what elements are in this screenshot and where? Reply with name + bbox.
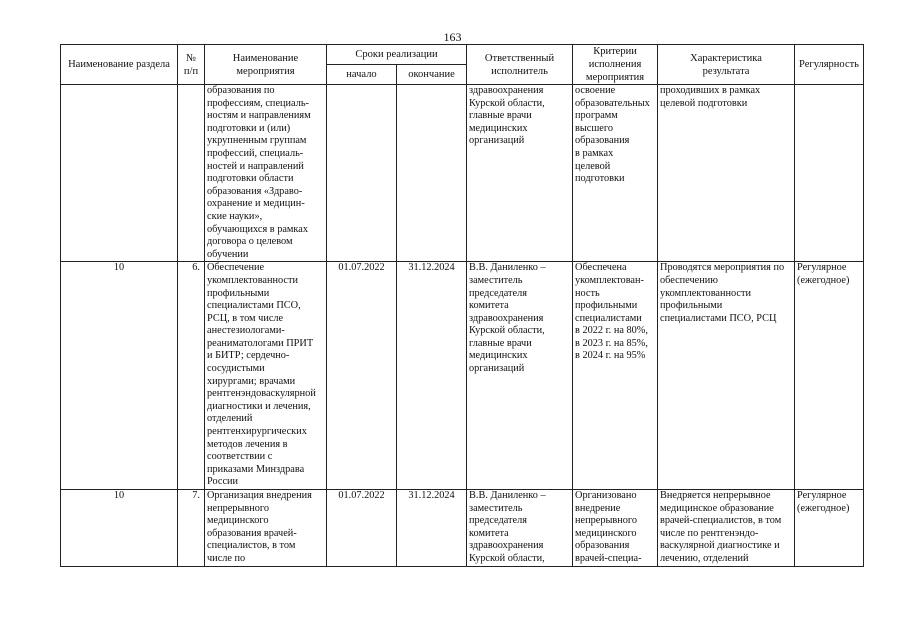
header-event: Наименование мероприятия	[205, 45, 327, 85]
cell-event: Обеспечение укомплектованности профильными специалистами ПСО, РСЦ, в том числе анестезиологами- реаниматологами ПРИТ и БИТР; сердечно- сосудистыми хирургами; врачами рентгенэндоваскулярной диагностики и лечения, отделений рентгенхирургических методов лечения в соответствии с приказами Минздрава России	[205, 262, 327, 490]
cell-event: образования по профессиям, специаль- ностям и направлениям подготовки и (или) укрупненным группам профессий, специаль- ностей и направлений подготовки области образования «Здраво- охранение и медицин- ские науки», обучающихся в рамках договора о целевом обучении	[205, 85, 327, 262]
page-number: 163	[443, 30, 462, 44]
table-row	[61, 85, 864, 262]
cell-end: 31.12.2024	[397, 490, 467, 567]
cell-number	[178, 85, 205, 262]
header-regularity: Регулярность	[795, 45, 864, 85]
header-result: Характеристика результата	[658, 45, 795, 85]
cell-result: Внедряется непрерывное медицинское образование врачей-специалистов, в том числе по рентгенэндо- васкулярной диагностике и лечению, отделений	[658, 490, 795, 567]
cell-responsible: В.В. Даниленко – заместитель председателя комитета здравоохранения Курской области, главные врачи медицинских организаций	[467, 262, 573, 490]
cell-regularity: Регулярное (ежегодное)	[795, 490, 864, 567]
cell-end	[397, 85, 467, 262]
cell-responsible: В.В. Даниленко – заместитель председателя комитета здравоохранения Курской области,	[467, 490, 573, 567]
cell-section: 10	[61, 262, 178, 490]
header-start: начало	[327, 65, 397, 85]
cell-start: 01.07.2022	[327, 490, 397, 567]
cell-regularity: Регулярное (ежегодное)	[795, 262, 864, 490]
header-section: Наименование раздела	[61, 45, 178, 85]
cell-event: Организация внедрения непрерывного медицинского образования врачей- специалистов, в том числе по	[205, 490, 327, 567]
header-row	[61, 45, 864, 65]
cell-start	[327, 85, 397, 262]
table-row	[61, 490, 864, 567]
cell-section: 10	[61, 490, 178, 567]
header-number: № п/п	[178, 45, 205, 85]
cell-number: 6.	[178, 262, 205, 490]
cell-result: проходивших в рамках целевой подготовки	[658, 85, 795, 262]
cell-criteria: Организовано внедрение непрерывного медицинского образования врачей-специа-	[573, 490, 658, 567]
cell-responsible: здравоохранения Курской области, главные врачи медицинских организаций	[467, 85, 573, 262]
action-plan-table	[60, 44, 864, 567]
cell-criteria: Обеспечена укомплектован- ность профильными специалистами в 2022 г. на 80%, в 2023 г. на 85%, в 2024 г. на 95%	[573, 262, 658, 490]
cell-section	[61, 85, 178, 262]
table-row	[61, 262, 864, 490]
header-criteria: Критерии исполнения мероприятия	[573, 45, 658, 85]
cell-criteria: освоение образовательных программ высшего образования в рамках целевой подготовки	[573, 85, 658, 262]
cell-start: 01.07.2022	[327, 262, 397, 490]
cell-result: Проводятся мероприятия по обеспечению укомплектованности профильными специалистами ПСО, РСЦ	[658, 262, 795, 490]
cell-regularity	[795, 85, 864, 262]
header-responsible: Ответственный исполнитель	[467, 45, 573, 85]
cell-number: 7.	[178, 490, 205, 567]
header-terms: Сроки реализации	[327, 45, 467, 65]
cell-end: 31.12.2024	[397, 262, 467, 490]
header-end: окончание	[397, 65, 467, 85]
